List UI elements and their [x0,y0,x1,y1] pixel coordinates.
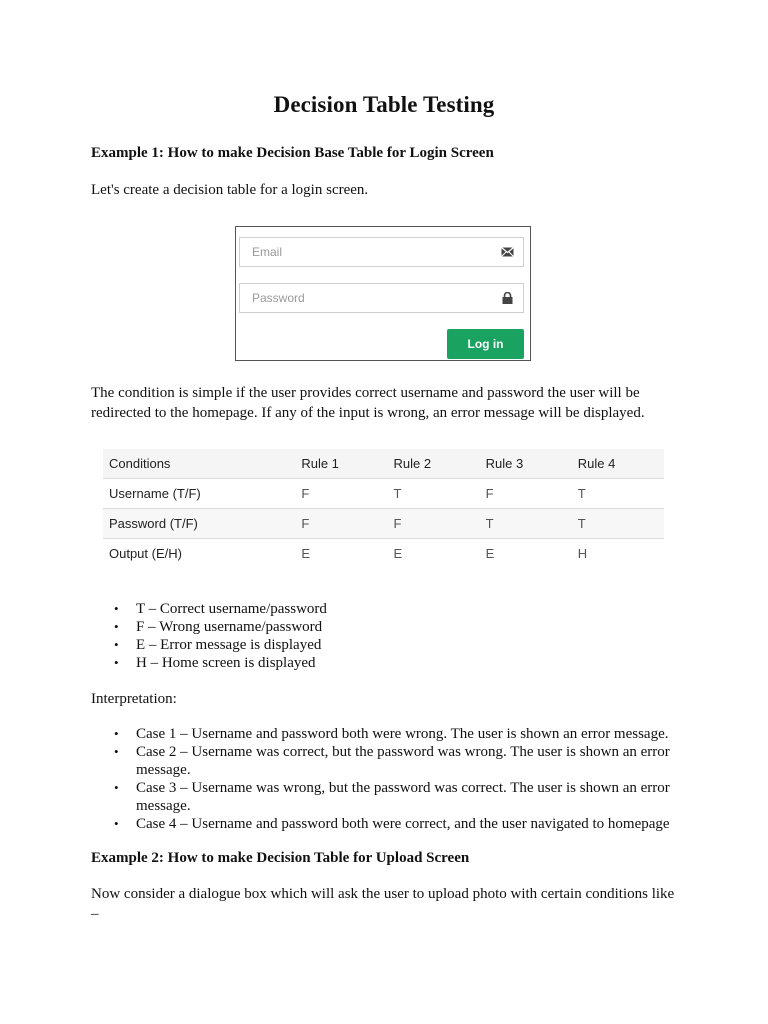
table-cell: F [295,509,387,539]
example1-intro: Let's create a decision table for a login screen. [91,182,369,198]
list-item: • Case 2 – Username was correct, but the password was wrong. The user is shown an error message. [91,743,691,779]
list-item: • F – Wrong username/password [91,618,327,636]
decision-table [103,449,664,568]
row-label: Password (T/F) [103,509,295,539]
lock-icon [501,292,514,304]
login-form-screenshot [235,226,531,361]
password-field[interactable] [250,284,494,312]
example1-heading: Example 1: How to make Decision Base Table for Login Screen [91,145,494,161]
table-header-row [103,449,664,479]
list-item: • Case 3 – Username was wrong, but the password was correct. The user is shown an error message. [91,779,691,815]
header-cell: Rule 2 [387,449,479,479]
legend-list [91,600,327,672]
table-cell: F [480,479,572,509]
email-field-box [239,237,524,267]
list-item: • Case 1 – Username and password both were wrong. The user is shown an error message. [91,725,691,743]
table-cell: E [301,546,310,561]
password-field-box [239,283,524,313]
list-item: • Case 4 – Username and password both were correct, and the user navigated to homepage [91,815,691,833]
table-cell: E [485,546,495,561]
row-label: Output (E/H) [109,546,182,561]
list-item: • H – Home screen is displayed [91,654,327,672]
page-title: Decision Table Testing [273,92,495,117]
interpretation-label: Interpretation: [91,691,177,707]
list-item: • T – Correct username/password [91,600,327,618]
header-cell: Rule 1 [295,449,387,479]
header-cell: Rule 3 [480,449,572,479]
table-cell: H [577,546,588,561]
row-label: Username (T/F) [103,479,295,509]
table-cell: F [387,509,479,539]
table-cell: T [387,479,479,509]
table-cell: T [572,509,664,539]
example2-heading: Example 2: How to make Decision Table for Upload Screen [91,850,470,866]
login-button[interactable]: Log in [447,329,524,359]
table-cell: E [393,546,403,561]
table-row [103,539,664,569]
list-item: • E – Error message is displayed [91,636,327,654]
email-field[interactable] [250,238,494,266]
example2-intro: Now consider a dialogue box which will ask the user to upload photo with certain conditions like – [91,886,675,922]
table-cell: T [480,509,572,539]
envelope-icon [501,246,514,258]
cases-list [91,725,691,833]
table-row [103,509,664,539]
table-row [103,479,664,509]
table-cell: T [572,479,664,509]
header-cell: Rule 4 [572,449,664,479]
condition-paragraph: The condition is simple if the user provides correct username and password the user will be redirected to the homepage. If any of the input is wrong, an error message will be displayed. [91,385,645,421]
table-cell: F [295,479,387,509]
header-cell: Conditions [103,449,295,479]
